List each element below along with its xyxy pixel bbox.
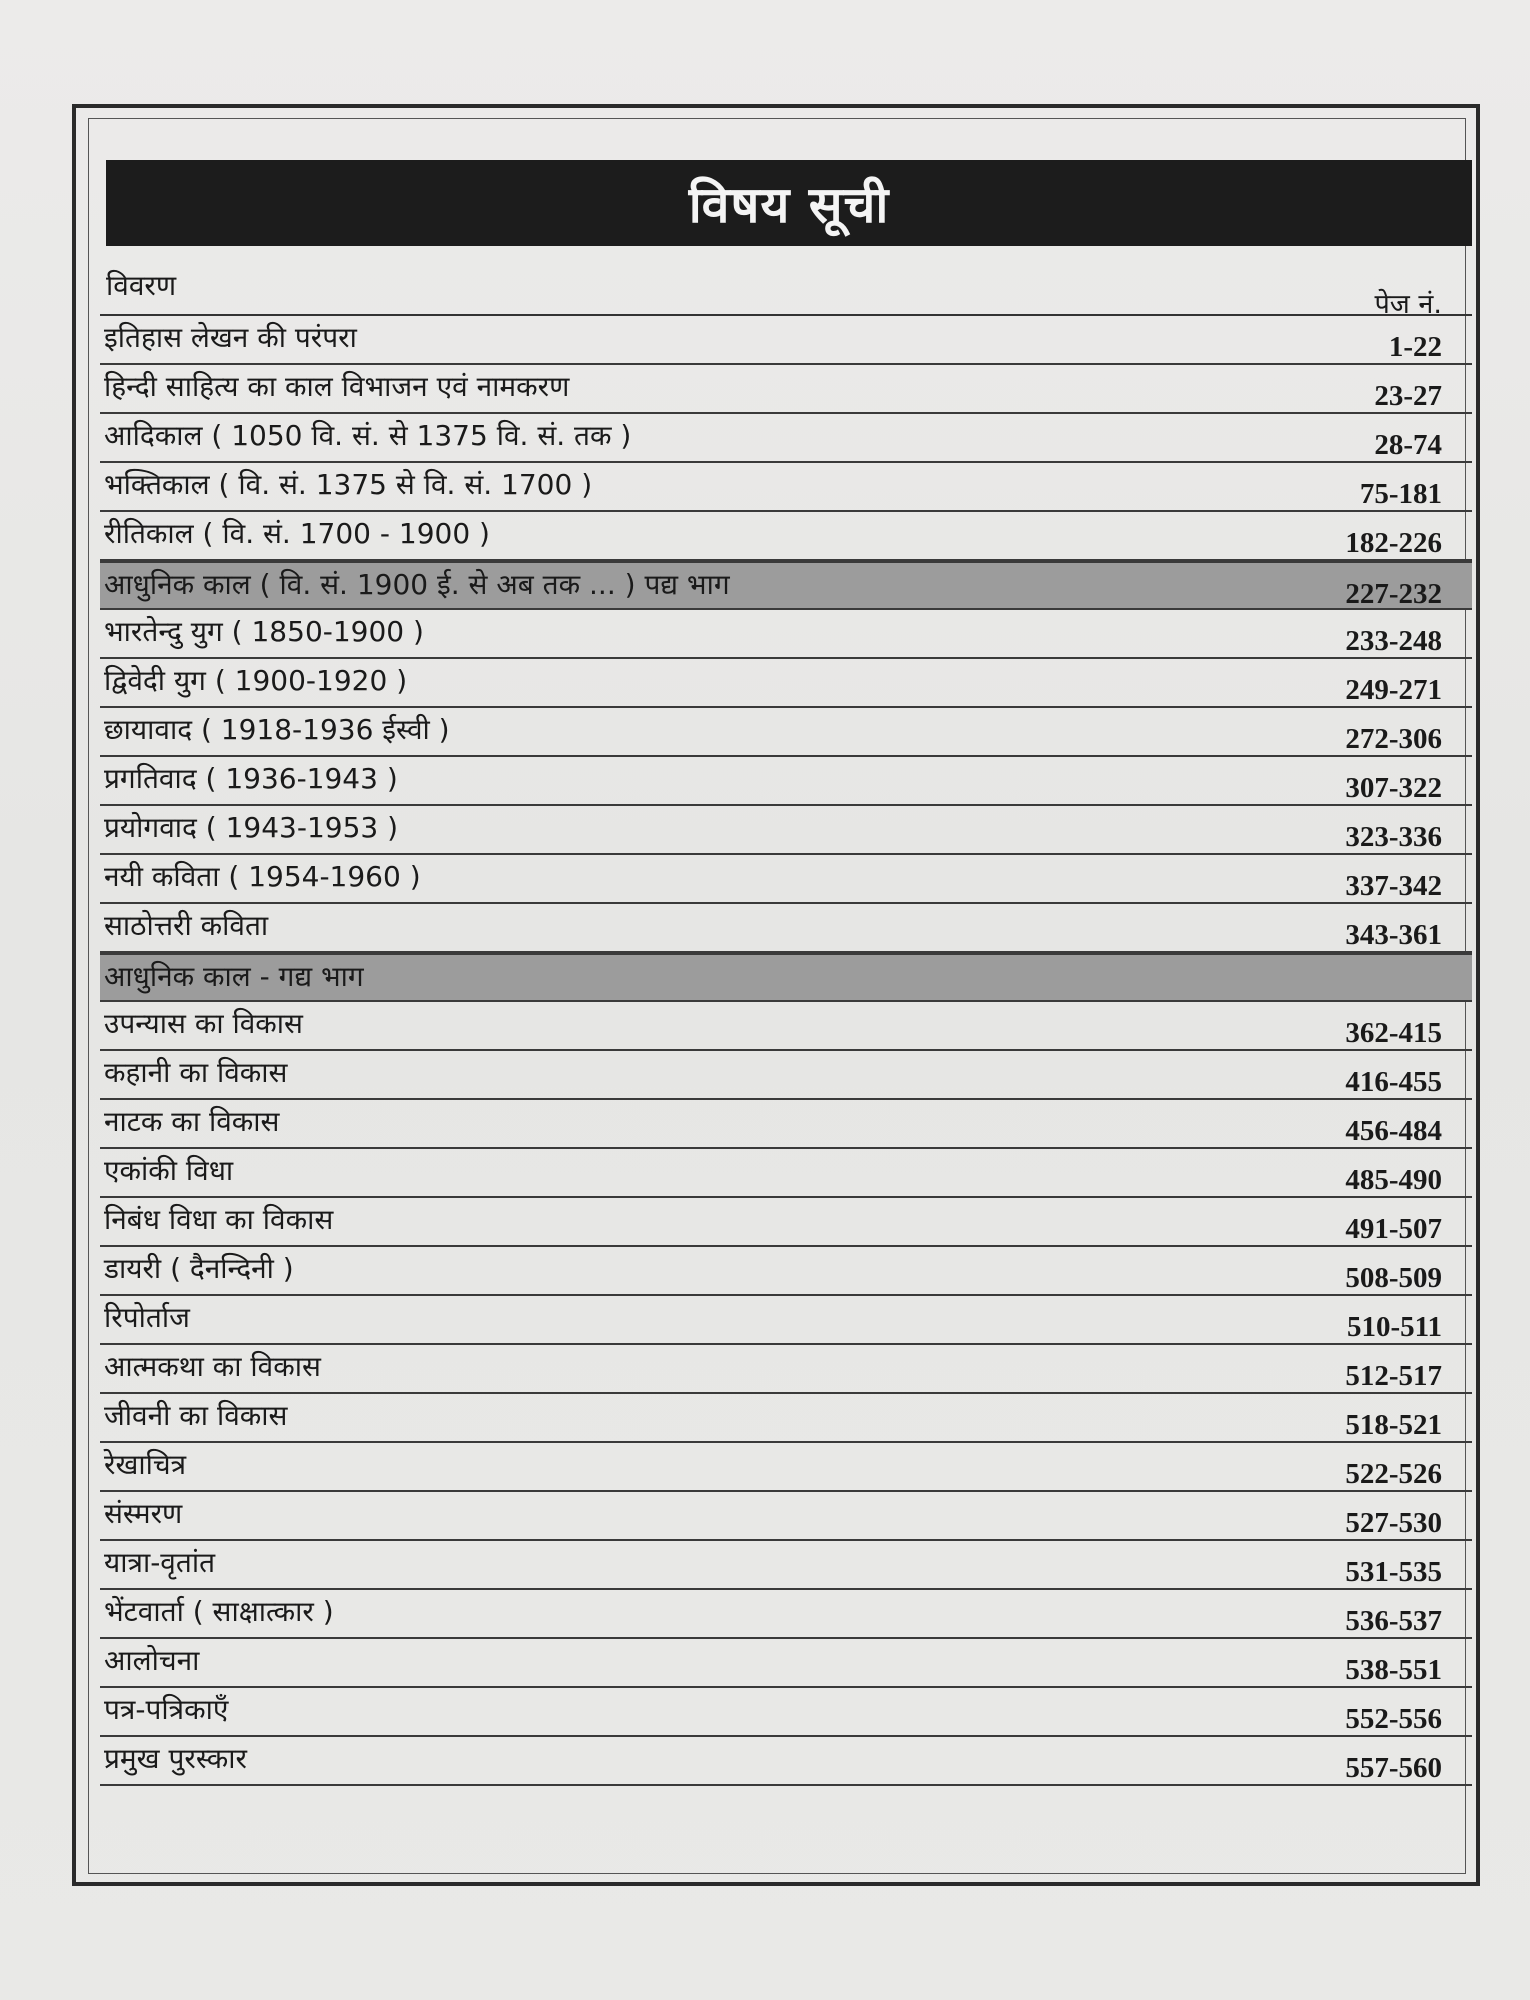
toc-entry-pages: 491-507 — [1345, 1213, 1442, 1245]
toc-entry — [100, 1737, 1472, 1786]
toc-entry — [100, 1051, 1472, 1100]
toc-entry-pages: 343-361 — [1345, 919, 1442, 951]
toc-entry-pages: 518-521 — [1345, 1409, 1442, 1441]
toc-entry-pages: 28-74 — [1374, 429, 1442, 461]
toc-entry-pages: 522-526 — [1345, 1458, 1442, 1490]
toc-entry-pages: 23-27 — [1374, 380, 1442, 412]
toc-entry-pages: 182-226 — [1345, 527, 1442, 559]
toc-entry — [100, 1590, 1472, 1639]
toc-entry-title: संस्मरण — [104, 1497, 183, 1530]
toc-entry-title: जीवनी का विकास — [104, 1399, 288, 1432]
toc-entry-title: आदिकाल ( 1050 वि. सं. से 1375 वि. सं. तक ) — [104, 419, 632, 452]
column-heading-page-number: पेज नं. — [1374, 289, 1442, 320]
toc-entry-title: नाटक का विकास — [104, 1105, 280, 1138]
table-of-contents — [100, 316, 1472, 1786]
toc-entry-pages: 485-490 — [1345, 1164, 1442, 1196]
toc-entry-pages: 527-530 — [1345, 1507, 1442, 1539]
toc-entry-title: प्रमुख पुरस्कार — [104, 1742, 247, 1775]
toc-entry — [100, 1443, 1472, 1492]
toc-entry — [100, 365, 1472, 414]
toc-entry-title: एकांकी विधा — [104, 1154, 234, 1187]
toc-entry-pages: 512-517 — [1345, 1360, 1442, 1392]
toc-entry-pages: 456-484 — [1345, 1115, 1442, 1147]
toc-entry-title: रीतिकाल ( वि. सं. 1700 - 1900 ) — [104, 517, 490, 550]
toc-entry-title: भक्तिकाल ( वि. सं. 1375 से वि. सं. 1700 ) — [104, 468, 593, 501]
toc-entry-title: कहानी का विकास — [104, 1056, 288, 1089]
page-title: विषय सूची — [688, 176, 890, 234]
toc-entry — [100, 1247, 1472, 1296]
toc-entry-title: प्रगतिवाद ( 1936-1943 ) — [104, 762, 398, 795]
toc-entry — [100, 316, 1472, 365]
toc-entry-title: हिन्दी साहित्य का काल विभाजन एवं नामकरण — [104, 370, 570, 403]
toc-entry — [100, 1394, 1472, 1443]
toc-entry-title: रिपोर्ताज — [104, 1301, 190, 1334]
toc-entry — [100, 1688, 1472, 1737]
toc-entry-pages: 249-271 — [1345, 674, 1442, 706]
toc-entry-title: प्रयोगवाद ( 1943-1953 ) — [104, 811, 399, 844]
toc-entry — [100, 1296, 1472, 1345]
toc-entry-pages: 337-342 — [1345, 870, 1442, 902]
toc-entry — [100, 659, 1472, 708]
toc-entry-title: इतिहास लेखन की परंपरा — [104, 321, 357, 354]
toc-entry-title: निबंध विधा का विकास — [104, 1203, 334, 1236]
toc-entry-title: द्विवेदी युग ( 1900-1920 ) — [104, 664, 408, 697]
toc-entry-title: यात्रा-वृतांत — [104, 1546, 216, 1579]
toc-entry — [100, 806, 1472, 855]
toc-entry — [100, 1345, 1472, 1394]
toc-entry-title: डायरी ( दैनन्दिनी ) — [104, 1252, 294, 1285]
toc-entry-title: आलोचना — [104, 1644, 200, 1677]
toc-entry — [100, 708, 1472, 757]
toc-entry — [100, 1002, 1472, 1051]
toc-entry-pages: 508-509 — [1345, 1262, 1442, 1294]
toc-entry — [100, 414, 1472, 463]
toc-entry — [100, 1639, 1472, 1688]
toc-section-heading — [100, 953, 1472, 1002]
toc-section-heading — [100, 561, 1472, 610]
toc-entry-title: भेंटवार्ता ( साक्षात्कार ) — [104, 1595, 334, 1628]
toc-entry — [100, 610, 1472, 659]
toc-entry-pages: 536-537 — [1345, 1605, 1442, 1637]
toc-entry — [100, 757, 1472, 806]
toc-entry — [100, 463, 1472, 512]
toc-entry-title: छायावाद ( 1918-1936 ईस्वी ) — [104, 713, 450, 746]
toc-entry-pages: 538-551 — [1345, 1654, 1442, 1686]
toc-entry-title: आधुनिक काल - गद्य भाग — [104, 960, 364, 993]
toc-entry — [100, 1492, 1472, 1541]
toc-entry-pages: 510-511 — [1346, 1311, 1442, 1343]
toc-entry — [100, 512, 1472, 561]
toc-entry-pages: 1-22 — [1388, 331, 1442, 363]
toc-entry-pages: 416-455 — [1345, 1066, 1442, 1098]
toc-entry-title: आधुनिक काल ( वि. सं. 1900 ई. से अब तक ... ) पद्य भाग — [104, 568, 730, 601]
toc-entry-pages: 557-560 — [1345, 1752, 1442, 1784]
toc-entry-title: पत्र-पत्रिकाएँ — [104, 1693, 229, 1726]
toc-entry-title: साठोत्तरी कविता — [104, 909, 269, 942]
toc-entry-title: भारतेन्दु युग ( 1850-1900 ) — [104, 615, 424, 648]
toc-header-row — [100, 256, 1472, 320]
toc-entry-title: आत्मकथा का विकास — [104, 1350, 321, 1383]
toc-entry-pages: 272-306 — [1345, 723, 1442, 755]
toc-entry-pages: 323-336 — [1345, 821, 1442, 853]
toc-entry — [100, 1100, 1472, 1149]
toc-entry-pages: 362-415 — [1345, 1017, 1442, 1049]
title-banner — [106, 160, 1472, 246]
toc-entry-title: रेखाचित्र — [104, 1448, 187, 1481]
toc-entry-title: उपन्यास का विकास — [104, 1007, 303, 1040]
toc-entry-pages: 75-181 — [1359, 478, 1442, 510]
toc-entry-pages: 307-322 — [1345, 772, 1442, 804]
toc-entry-pages: 227-232 — [1345, 578, 1442, 610]
toc-entry — [100, 1198, 1472, 1247]
toc-entry — [100, 904, 1472, 953]
toc-entry-pages: 233-248 — [1345, 625, 1442, 657]
toc-entry — [100, 855, 1472, 904]
toc-entry-title: नयी कविता ( 1954-1960 ) — [104, 860, 421, 893]
toc-entry-pages: 552-556 — [1345, 1703, 1442, 1735]
toc-entry-pages: 531-535 — [1345, 1556, 1442, 1588]
column-heading-description: विवरण — [106, 269, 177, 302]
toc-entry — [100, 1541, 1472, 1590]
toc-entry — [100, 1149, 1472, 1198]
